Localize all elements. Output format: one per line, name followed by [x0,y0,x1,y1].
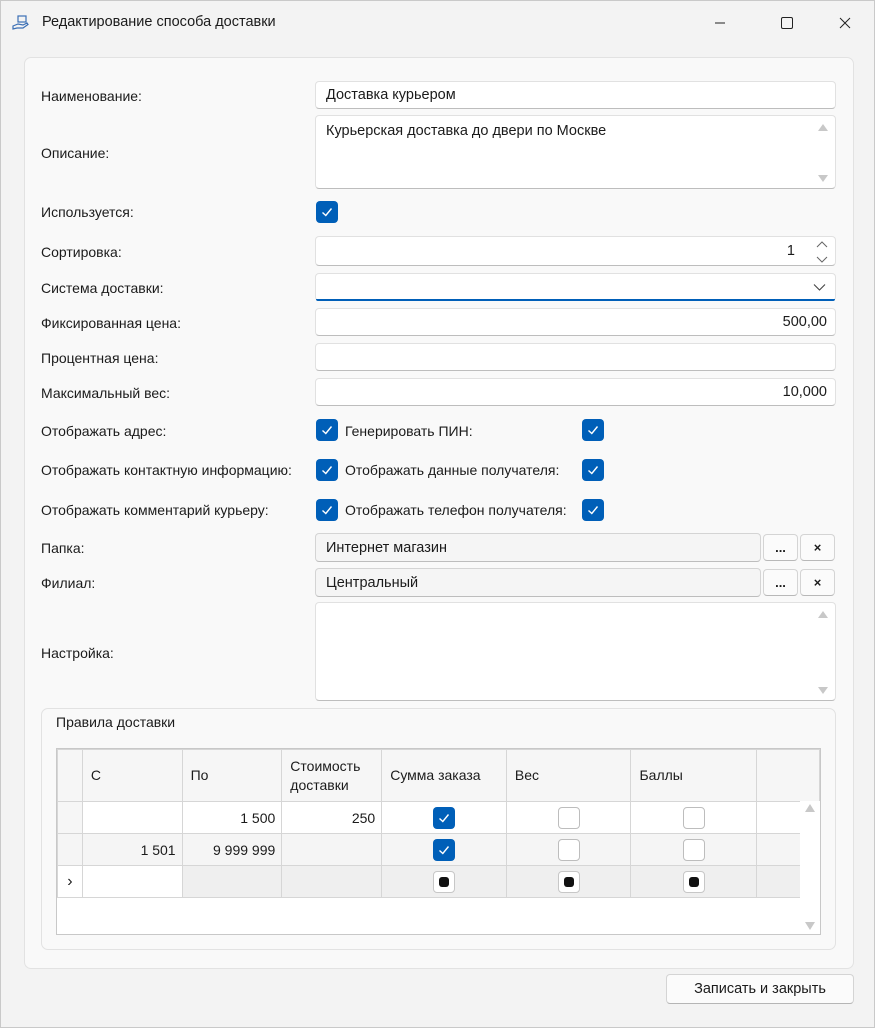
cell-order-sum[interactable] [382,866,507,898]
description-textarea[interactable] [315,115,836,189]
points-checkbox-indeterminate[interactable] [683,871,705,893]
branch-browse-button[interactable]: ... [763,569,798,596]
cell-to[interactable]: 1 500 [182,802,282,834]
max-weight-value: 10,000 [782,384,827,400]
show-address-checkbox[interactable] [316,419,338,441]
weight-checkbox[interactable] [558,807,580,829]
used-checkbox[interactable] [316,201,338,223]
percent-price-label: Процентная цена: [41,350,159,366]
column-header-order-sum[interactable]: Сумма заказа [382,750,507,802]
cell-points[interactable] [631,866,757,898]
folder-clear-button[interactable]: × [800,534,835,561]
scroll-down-arrow-icon[interactable] [805,922,815,930]
sort-value: 1 [786,243,795,259]
cell-cost[interactable] [282,866,382,898]
maximize-button[interactable] [765,7,809,39]
chevron-right-icon: › [67,872,73,890]
description-label: Описание: [41,145,110,161]
settings-label: Настройка: [41,645,114,661]
new-row-marker-icon[interactable] [58,866,83,898]
branch-value: Центральный [326,574,419,591]
combobox-focus-underline [316,299,835,301]
description-scrollbar[interactable] [817,120,829,184]
generate-pin-label: Генерировать ПИН: [345,423,473,439]
branch-clear-button[interactable]: × [800,569,835,596]
column-header-weight[interactable]: Вес [506,750,631,802]
sort-spin-buttons[interactable] [815,239,829,265]
check-icon [437,811,451,825]
cell-weight[interactable] [506,866,631,898]
title-bar [1,1,874,45]
order-sum-checkbox[interactable] [433,839,455,861]
cell-order-sum[interactable] [382,834,507,866]
close-button[interactable] [823,7,867,39]
close-icon [839,17,851,29]
cell-cost[interactable]: 250 [282,802,382,834]
sort-label: Сортировка: [41,244,122,260]
check-icon [320,423,334,437]
percent-price-input[interactable] [315,343,836,371]
branch-label: Филиал: [41,575,96,591]
max-weight-input[interactable] [315,378,836,406]
weight-checkbox-indeterminate[interactable] [558,871,580,893]
grid-vertical-scrollbar[interactable] [800,801,820,934]
name-value: Доставка курьером [326,87,456,103]
fixed-price-value: 500,00 [782,314,827,330]
save-and-close-button[interactable]: Записать и закрыть [666,974,854,1004]
minimize-button[interactable] [698,7,742,39]
show-address-label: Отображать адрес: [41,423,167,439]
show-phone-checkbox[interactable] [582,499,604,521]
cell-to[interactable] [182,866,282,898]
cell-weight[interactable] [506,834,631,866]
new-table-row[interactable] [58,866,820,898]
column-header-cost[interactable]: Стоимость доставки [282,750,382,802]
fixed-price-label: Фиксированная цена: [41,315,181,331]
column-header-to[interactable]: По [182,750,282,802]
max-weight-label: Максимальный вес: [41,385,171,401]
show-recipient-checkbox[interactable] [582,459,604,481]
table-row[interactable] [58,802,820,834]
folder-value: Интернет магазин [326,539,447,556]
weight-checkbox[interactable] [558,839,580,861]
chevron-down-icon [813,282,826,292]
check-icon [586,463,600,477]
row-header[interactable] [58,834,83,866]
minimize-icon [714,17,726,29]
order-sum-checkbox[interactable] [433,807,455,829]
points-checkbox[interactable] [683,839,705,861]
maximize-icon [781,17,793,29]
delivery-rules-title: Правила доставки [56,714,176,730]
folder-browse-button[interactable]: ... [763,534,798,561]
check-icon [586,503,600,517]
cell-from[interactable]: 1 501 [82,834,182,866]
delivery-rules-grid[interactable] [56,748,821,935]
column-header-points[interactable]: Баллы [631,750,757,802]
cell-weight[interactable] [506,802,631,834]
points-checkbox[interactable] [683,807,705,829]
folder-label: Папка: [41,540,85,556]
column-header-from[interactable]: С [82,750,182,802]
show-contact-checkbox[interactable] [316,459,338,481]
cell-from[interactable] [82,866,182,898]
sort-stepper[interactable] [315,236,836,266]
generate-pin-checkbox[interactable] [582,419,604,441]
check-icon [320,463,334,477]
check-icon [320,503,334,517]
row-header-corner [58,750,83,802]
cell-points[interactable] [631,834,757,866]
show-contact-label: Отображать контактную информацию: [41,462,292,478]
table-row[interactable] [58,834,820,866]
scroll-up-arrow-icon[interactable] [805,804,815,812]
cell-order-sum[interactable] [382,802,507,834]
show-recipient-label: Отображать данные получателя: [345,462,560,478]
row-header[interactable] [58,802,83,834]
check-icon [586,423,600,437]
check-icon [437,843,451,857]
delivery-system-combobox[interactable] [315,273,836,301]
show-comment-checkbox[interactable] [316,499,338,521]
name-input[interactable] [315,81,836,109]
name-label: Наименование: [41,88,142,104]
description-value: Курьерская доставка до двери по Москве [326,123,607,139]
column-header-filler [757,750,820,802]
order-sum-checkbox-indeterminate[interactable] [433,871,455,893]
branch-field [315,568,761,597]
cell-points[interactable] [631,802,757,834]
cell-cost[interactable] [282,834,382,866]
delivery-hand-icon [11,13,31,33]
window-title: Редактирование способа доставки [42,14,276,30]
used-label: Используется: [41,204,134,220]
show-comment-label: Отображать комментарий курьеру: [41,502,269,518]
cell-from[interactable] [82,802,182,834]
fixed-price-input[interactable] [315,308,836,336]
check-icon [320,205,334,219]
delivery-system-label: Система доставки: [41,280,164,296]
cell-to[interactable]: 9 999 999 [182,834,282,866]
settings-scrollbar[interactable] [817,607,829,696]
folder-field [315,533,761,562]
show-phone-label: Отображать телефон получателя: [345,502,567,518]
settings-textarea[interactable] [315,602,836,701]
spin-up-down-icon [815,239,829,265]
